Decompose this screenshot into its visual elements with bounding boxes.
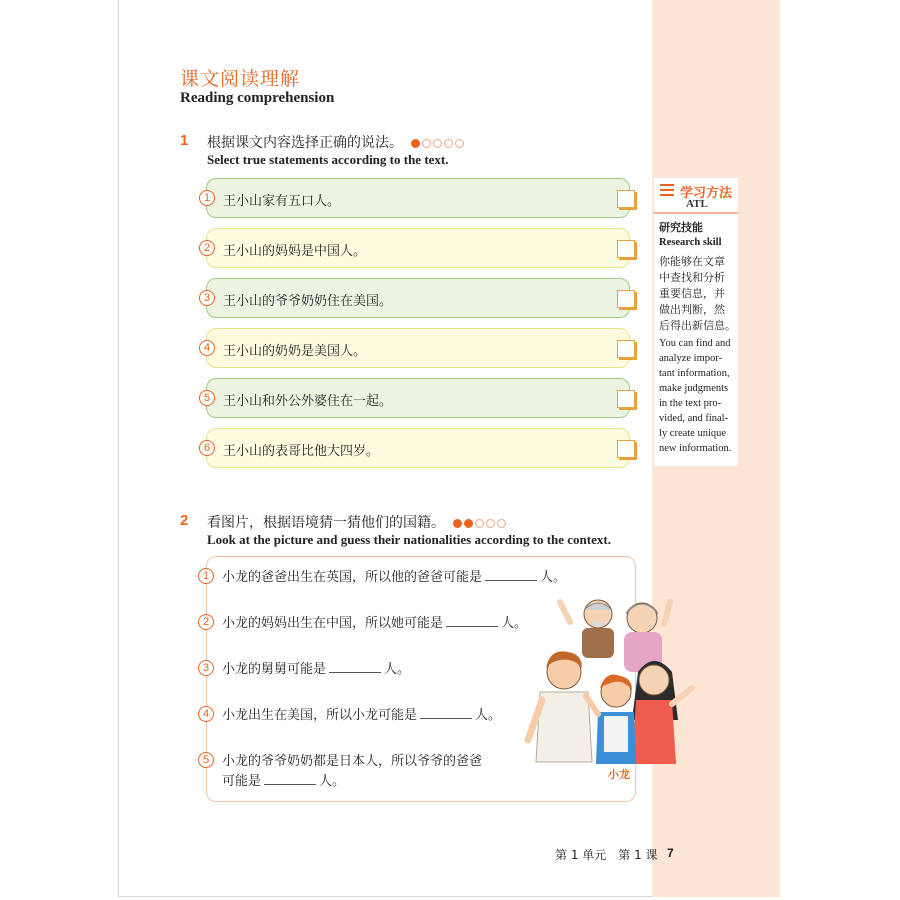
atl-desc-en-line: in the text pro-: [659, 398, 722, 409]
xiaolong-figure: [586, 675, 636, 765]
father-figure: [528, 651, 592, 762]
question-1-number: 1: [180, 132, 189, 149]
atl-desc-en-line: You can find and: [659, 338, 731, 349]
statement-row: [203, 428, 630, 468]
statement-checkbox[interactable]: [617, 190, 635, 208]
difficulty-dots: [453, 515, 508, 531]
atl-desc-cn-line: 做出判断，然: [659, 303, 725, 316]
atl-desc-cn-line: 中查找和分析: [659, 271, 725, 284]
atl-header: [654, 178, 738, 214]
difficulty-dots: [411, 135, 466, 151]
atl-description-en: [659, 336, 739, 456]
atl-box: [654, 178, 738, 466]
answer-blank[interactable]: [446, 614, 498, 627]
question-2-instruction-cn-text: 看图片，根据语境猜一猜他们的国籍。: [207, 515, 445, 531]
difficulty-dot-filled: [411, 139, 420, 148]
statement-row: [203, 378, 630, 418]
item-number: 1: [198, 568, 214, 584]
difficulty-dot-empty: [422, 139, 431, 148]
item-text-before: 小龙的舅舅可能是: [222, 662, 327, 677]
atl-desc-en-line: tant information,: [659, 368, 730, 379]
answer-blank[interactable]: [264, 772, 316, 785]
atl-title-cn: 学习方法: [680, 186, 733, 201]
item-number: 3: [198, 660, 214, 676]
statement-text: 王小山的表哥比他大四岁。: [223, 444, 380, 459]
statement-checkbox[interactable]: [617, 340, 635, 358]
section-title-en: Reading comprehension: [180, 90, 335, 106]
item-text-line1: 小龙的爷爷奶奶都是日本人，所以爷爷的爸爸: [222, 754, 483, 769]
footer-unit-label: 第 1 单元 第 1 课: [555, 848, 658, 862]
grandmother-figure: [624, 602, 670, 672]
statement-number: 4: [199, 340, 215, 356]
difficulty-dot-empty: [444, 139, 453, 148]
family-illustration: [520, 592, 700, 782]
statement-text: 王小山的奶奶是美国人。: [223, 344, 367, 359]
answer-blank[interactable]: [420, 706, 472, 719]
difficulty-dot-empty: [475, 519, 484, 528]
statement-checkbox[interactable]: [617, 440, 635, 458]
mother-figure: [632, 661, 692, 764]
item-number: 2: [198, 614, 214, 630]
statement-text: 王小山和外公外婆住在一起。: [223, 394, 393, 409]
statement-number: 3: [199, 290, 215, 306]
difficulty-dot-empty: [433, 139, 442, 148]
item-text-after: 人。: [475, 708, 502, 723]
difficulty-dot-filled: [453, 519, 462, 528]
atl-skill-en: Research skill: [659, 237, 722, 248]
question-1-instruction-cn: [207, 132, 466, 152]
notes-icon: [660, 184, 674, 198]
statement-checkbox[interactable]: [617, 390, 635, 408]
statement-checkbox[interactable]: [617, 240, 635, 258]
statement-row: [203, 178, 630, 218]
atl-desc-cn-line: 后得出新信息。: [659, 319, 736, 332]
item-text-before: 小龙的爸爸出生在英国，所以他的爸爸可能是: [222, 570, 483, 585]
statement-number: 1: [199, 190, 215, 206]
atl-desc-en-line: new information.: [659, 443, 732, 454]
item-number: 4: [198, 706, 214, 722]
illustration-caption: 小龙: [608, 768, 630, 781]
item-text-after: 人。: [540, 570, 567, 585]
item-text-before: 小龙的妈妈出生在中国，所以她可能是: [222, 616, 444, 631]
item-text-before: 可能是: [222, 774, 262, 789]
question-2-number: 2: [180, 512, 189, 529]
grandfather-figure: [560, 600, 614, 658]
difficulty-dot-empty: [497, 519, 506, 528]
item-text-after: 人。: [384, 662, 411, 677]
atl-desc-en-line: vided, and final-: [659, 413, 729, 424]
page-number: 7: [667, 846, 674, 860]
statement-number: 6: [199, 440, 215, 456]
statement-checkbox[interactable]: [617, 290, 635, 308]
answer-blank[interactable]: [329, 660, 381, 673]
statement-text: 王小山的妈妈是中国人。: [223, 244, 367, 259]
item-number: 5: [198, 752, 214, 768]
atl-skill-cn: 研究技能: [659, 221, 703, 234]
statement-row: [203, 278, 630, 318]
atl-desc-en-line: analyze impor-: [659, 353, 723, 364]
question-2-instruction-en: Look at the picture and guess their nationalities according to the context.: [207, 532, 611, 547]
atl-desc-cn-line: 重要信息，并: [659, 287, 725, 300]
statement-number: 2: [199, 240, 215, 256]
section-title-cn: 课文阅读理解: [180, 68, 301, 90]
question-2-instruction-cn: [207, 512, 508, 532]
answer-blank[interactable]: [485, 568, 537, 581]
atl-body: [659, 220, 739, 456]
statement-text: 王小山家有五口人。: [223, 194, 341, 209]
atl-desc-en-line: ly create unique: [659, 428, 727, 439]
atl-title-en: ATL: [686, 198, 708, 210]
item-text-after: 人。: [501, 616, 528, 631]
question-1-instruction-en: Select true statements according to the text.: [207, 152, 449, 167]
statement-text: 王小山的爷爷奶奶住在美国。: [223, 294, 393, 309]
item-text-after: 人。: [319, 774, 346, 789]
difficulty-dot-empty: [455, 139, 464, 148]
statement-row: [203, 328, 630, 368]
difficulty-dot-empty: [486, 519, 495, 528]
difficulty-dot-filled: [464, 519, 473, 528]
statement-row: [203, 228, 630, 268]
atl-desc-cn-line: 你能够在文章: [659, 255, 725, 268]
statement-number: 5: [199, 390, 215, 406]
question-1-instruction-cn-text: 根据课文内容选择正确的说法。: [207, 135, 403, 151]
atl-description-cn: [659, 254, 739, 334]
atl-desc-en-line: make judgments: [659, 383, 729, 394]
item-text-before: 小龙出生在美国，所以小龙可能是: [222, 708, 418, 723]
